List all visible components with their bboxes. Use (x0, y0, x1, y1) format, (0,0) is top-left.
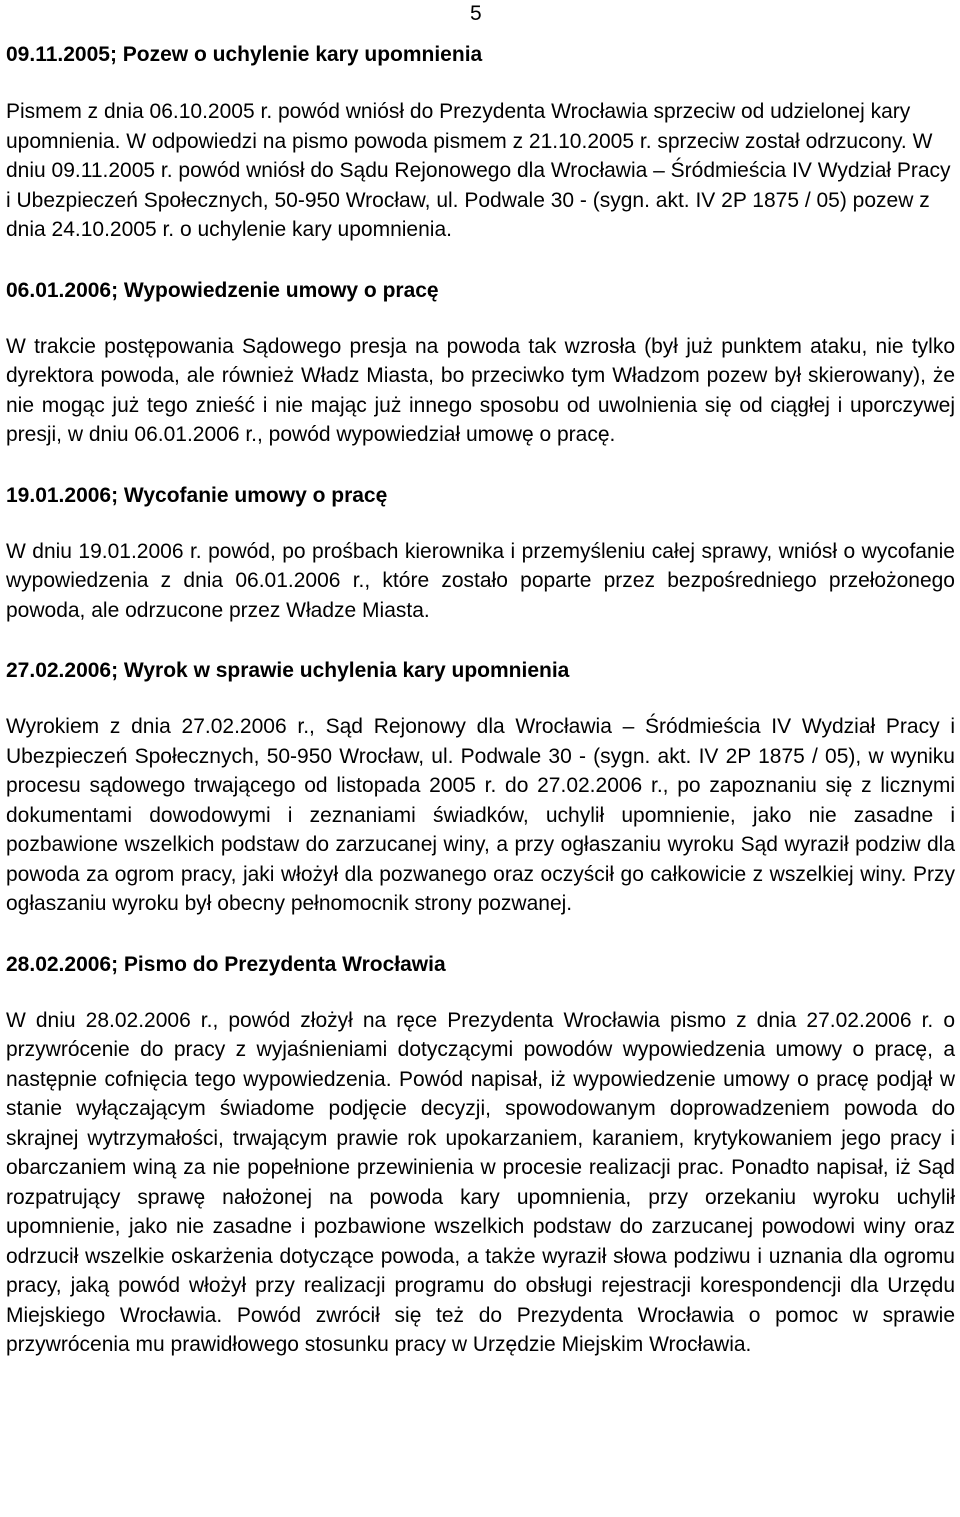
section-pozew (6, 40, 955, 245)
section-heading: 09.11.2005; Pozew o uchylenie kary upomnienia (6, 43, 483, 66)
section-body: Pismem z dnia 06.10.2005 r. powód wniósł do Prezydenta Wrocławia sprzeciw od udzielonej kary upomnienia. W odpowiedzi na pismo powoda pismem z 21.10.2005 r. sprzeciw został odrzucony. W dniu 09.11.2005 r. powód wniósł do Sądu Rejonowego dla Wrocławia – Śródmieścia IV Wydział Pracy i Ubezpieczeń Społecznych, 50-950 Wrocław, ul. Podwale 30 - (sygn. akt. IV 2P 1875 / 05) pozew z dnia 24.10.2005 r. o uchylenie kary upomnienia. (6, 100, 951, 241)
section-body: W dniu 19.01.2006 r. powód, po prośbach kierownika i przemyśleniu całej sprawy, wniósł o wycofanie wypowiedzenia z dnia 06.01.2006 r., które zostało poparte przez bezpośredniego przełożonego powoda, ale odrzucone przez Władze Miasta. (6, 539, 955, 622)
section-body: W trakcie postępowania Sądowego presja na powoda tak wzrosła (był już punktem ataku, nie tylko dyrektora powoda, ale również Władz Miasta, bo przeciwko tym Władzom pozew był skierowany), że nie mogąc już tego znieść i nie mając już innego sposobu od uwolnienia się od ciągłej i uporczywej presji, w dniu 06.01.2006 r., powód wypowiedział umowę o pracę. (6, 334, 955, 446)
section-heading: 27.02.2006; Wyrok w sprawie uchylenia kary upomnienia (6, 659, 570, 682)
section-wypowiedzenie (6, 276, 955, 450)
section-body: Wyrokiem z dnia 27.02.2006 r., Sąd Rejonowy dla Wrocławia – Śródmieścia IV Wydział Pracy i Ubezpieczeń Społecznych, 50-950 Wrocław, ul. Podwale 30 - (sygn. akt. IV 2P 1875 / 05), w wyniku procesu sądowego trwającego od listopada 2005 r. do 27.02.2006 r., po zapoznaniu się z licznymi dokumentami dowodowymi i zeznaniami świadków, uchylił upomnienie, jako nie zasadne i pozbawione wszelkich podstaw do zarzucanej winy, a przy ogłaszaniu wyroku Sąd wyraził podziw dla powoda za ogrom pracy, jaki włożył dla pozwanego oraz oczyścił go całkowicie z wszelkiej winy. Przy ogłaszaniu wyroku był obecny pełnomocnik strony pozwanej. (6, 715, 955, 915)
section-pismo (6, 950, 955, 1360)
section-heading: 06.01.2006; Wypowiedzenie umowy o pracę (6, 278, 439, 302)
section-heading: 19.01.2006; Wycofanie umowy o pracę (6, 483, 388, 507)
section-heading: 28.02.2006; Pismo do Prezydenta Wrocławia (6, 952, 446, 976)
document-page (6, 40, 955, 1360)
page-number: 5 (470, 2, 482, 25)
section-body: W dniu 28.02.2006 r., powód złożył na ręce Prezydenta Wrocławia pismo z dnia 27.02.2006 r. o przywrócenie do pracy z wyjaśnieniami dotyczącymi powodów wypowiedzenia umowy o pracę, a następnie cofnięcia tego wypowiedzenia. Powód napisał, iż wypowiedzenie umowy o pracę podjął w stanie wyłączającym świadome podjęcie decyzji, spowodowanym doprowadzeniem powoda do skrajnej wytrzymałości, trwającym prawie rok upokarzaniem, karaniem, krytykowaniem jego pracy i obarczaniem winą za nie popełnione przewinienia w procesie realizacji prac. Ponadto napisał, iż Sąd rozpatrujący sprawę nałożonej na powoda kary upomnienia, przy orzekaniu wyroku uchylił upomnienie, jako nie zasadne i pozbawione wszelkich podstaw do zarzucanej powodowi winy oraz odrzucił wszelkie oskarżenia dotyczące powoda, a także wyraził słowa podziwu i uznania dla ogromu pracy, jaką powód włożył przy realizacji programu do obsługi rejestracji korespondencji dla Urzędu Miejskiego Wrocławia. Powód zwrócił się też do Prezydenta Wrocławia o pomoc w sprawie przywrócenia mu prawidłowego stosunku pracy w Urzędzie Miejskim Wrocławia. (6, 1008, 955, 1356)
section-wycofanie (6, 481, 955, 626)
section-wyrok (6, 656, 955, 919)
